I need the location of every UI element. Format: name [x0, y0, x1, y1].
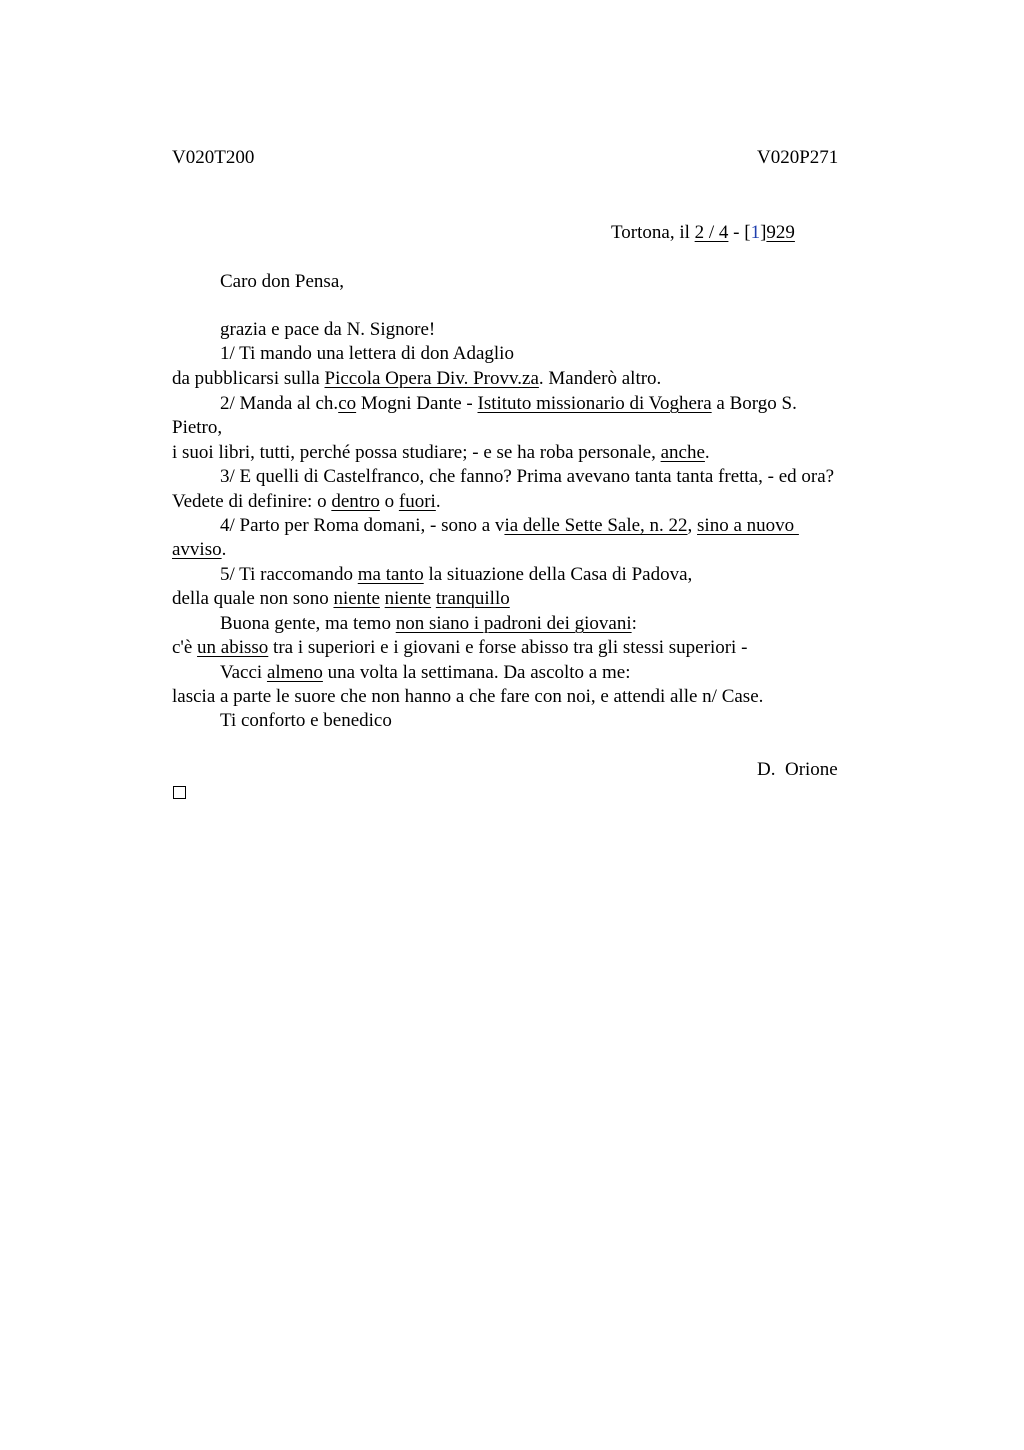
text-span: c'è: [172, 637, 198, 658]
underlined-text: ma tanto: [357, 564, 424, 585]
signature: D. Orione: [757, 759, 838, 780]
text-span: Mogni Dante -: [356, 393, 478, 414]
body-line-5: [172, 441, 710, 465]
text-span: .: [435, 491, 441, 512]
text-span: Vedete di definire: o: [172, 491, 332, 512]
underlined-text: avviso: [172, 539, 222, 560]
body-line-7: [172, 490, 441, 514]
dateline-bracket-digit: 1: [750, 222, 761, 243]
body-line-4: Pietro,: [172, 417, 223, 438]
text-span: 5/ Ti raccomando: [220, 564, 358, 585]
body-line-10: [220, 563, 692, 587]
header-left-code: V020T200: [172, 147, 255, 168]
salutation: Caro don Pensa,: [220, 271, 345, 292]
text-span: della quale non sono: [172, 588, 334, 609]
underlined-text: sino a nuovo: [697, 515, 799, 536]
underlined-text: Piccola Opera Div. Provv.za: [324, 368, 539, 389]
text-span: da pubblicarsi sulla: [172, 368, 325, 389]
text-span: Vacci: [220, 662, 267, 683]
header-right-code: V020P271: [757, 147, 839, 168]
text-span: .: [221, 539, 227, 560]
text-span: una volta la settimana. Da ascolto a me:: [322, 662, 631, 683]
body-line-12: [220, 612, 637, 636]
text-span: 2/ Manda al ch.: [220, 393, 339, 414]
text-span: :: [631, 613, 637, 634]
text-span: . Manderò altro.: [538, 368, 662, 389]
underlined-text: ia delle Sette Sale, n. 22: [504, 515, 688, 536]
body-line-11: [172, 587, 510, 611]
text-span: Buona gente, ma temo: [220, 613, 396, 634]
underlined-text: co: [338, 393, 357, 414]
body-line-8: [220, 514, 799, 538]
underlined-text: niente: [384, 588, 432, 609]
text-span: a Borgo S.: [711, 393, 797, 414]
dateline-year: 929: [766, 222, 795, 243]
text-span: 4/ Parto per Roma domani, - sono a v: [220, 515, 505, 536]
underlined-text: Istituto missionario di Voghera: [477, 393, 712, 414]
underlined-text: non siano i padroni dei giovani: [395, 613, 632, 634]
body-line-14: [220, 661, 630, 685]
text-span: o: [379, 491, 399, 512]
body-line-6: 3/ E quelli di Castelfranco, che fanno? Prima avevano tanta tanta fretta, - ed ora?: [220, 466, 835, 487]
dateline: [611, 221, 795, 245]
underlined-text: un abisso: [197, 637, 269, 658]
body-line-2: [172, 367, 661, 391]
text-span: .: [704, 442, 710, 463]
dateline-date: 2 / 4: [694, 222, 729, 243]
body-line-3: [220, 392, 797, 416]
dateline-bracket-close: ]: [760, 222, 767, 243]
underlined-text: dentro: [331, 491, 380, 512]
text-span: la situazione della Casa di Padova,: [423, 564, 693, 585]
underlined-text: almeno: [266, 662, 323, 683]
body-line-1: 1/ Ti mando una lettera di don Adaglio: [220, 343, 514, 364]
text-span: ,: [687, 515, 698, 536]
dateline-bracket-open: [: [744, 222, 751, 243]
text-span: tra i superiori e i giovani e forse abisso tra gli stessi superiori -: [268, 637, 748, 658]
greeting: grazia e pace da N. Signore!: [220, 319, 436, 340]
text-span: i suoi libri, tutti, perché possa studiare; - e se ha roba personale,: [172, 442, 661, 463]
body-line-15: lascia a parte le suore che non hanno a che fare con noi, e attendi alle n/ Case.: [172, 686, 764, 707]
underlined-text: tranquillo: [435, 588, 510, 609]
dateline-prefix: Tortona, il: [611, 222, 695, 243]
underlined-text: niente: [333, 588, 380, 609]
dateline-separator: -: [728, 222, 745, 243]
body-line-16: Ti conforto e benedico: [220, 710, 392, 731]
body-line-9: [172, 538, 226, 562]
checkbox-square-icon: [173, 786, 186, 799]
underlined-text: fuori: [398, 491, 436, 512]
underlined-text: anche: [660, 442, 705, 463]
body-line-13: [172, 636, 747, 660]
